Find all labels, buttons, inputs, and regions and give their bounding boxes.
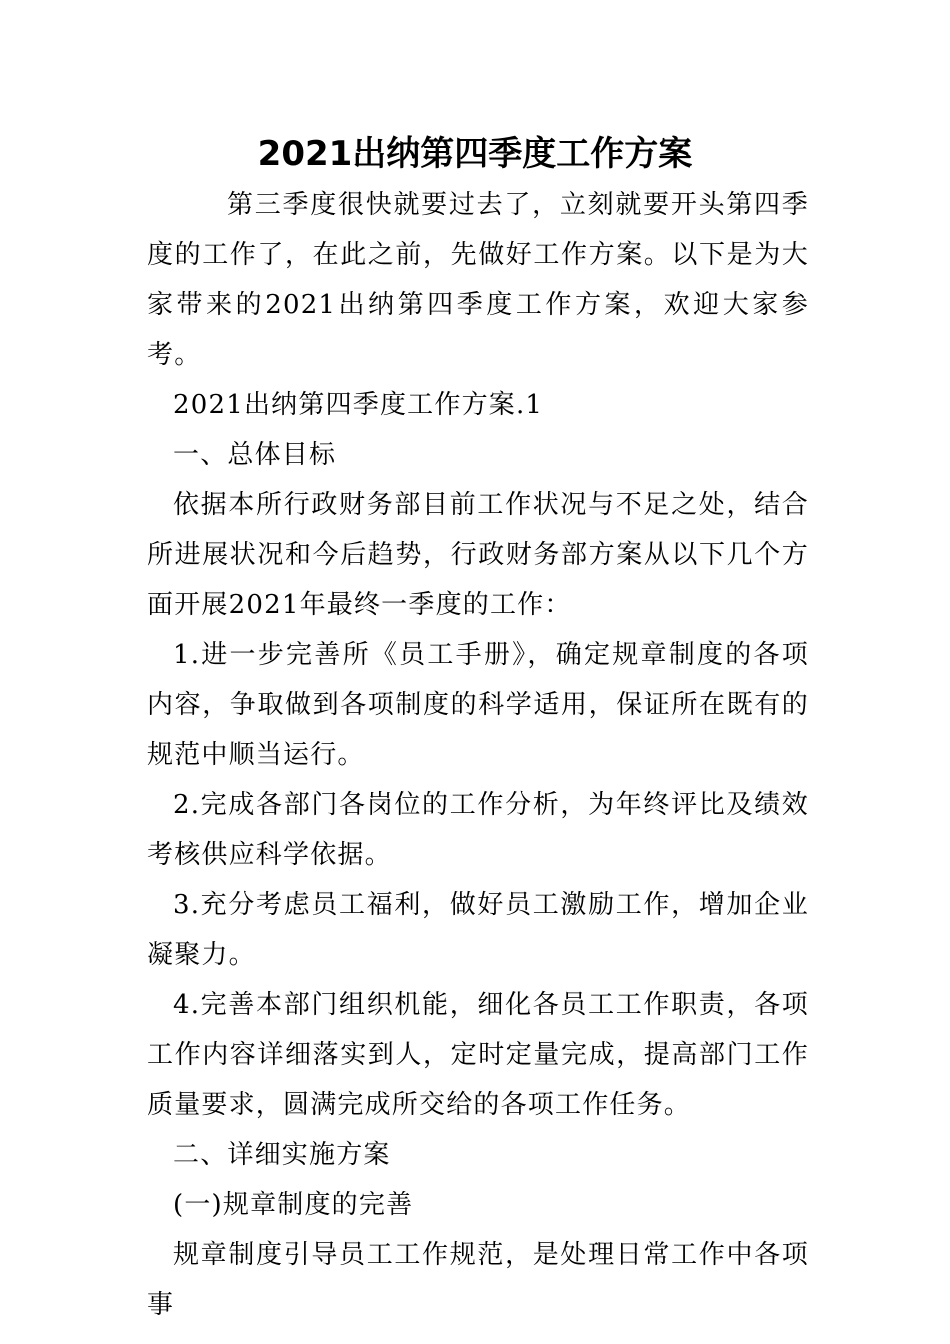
heading-overall-goal: 一、总体目标 xyxy=(173,440,337,470)
rules-paragraph: 规章制度引导员工工作规范，是处理日常工作中各项事 xyxy=(147,1240,809,1320)
subheading-rules-improvement: (一)规章制度的完善 xyxy=(173,1190,414,1220)
list-item-3: 3.充分考虑员工福利，做好员工激励工作，增加企业凝聚力。 xyxy=(147,890,809,970)
list-item-4: 4.完善本部门组织机能，细化各员工工作职责，各项工作内容详细落实到人，定时定量完成，提高部门工作质量要求，圆满完成所交给的各项工作任务。 xyxy=(147,990,809,1120)
heading-implementation-plan: 二、详细实施方案 xyxy=(173,1140,391,1170)
section-heading-plan-1: 2021出纳第四季度工作方案.1 xyxy=(173,390,544,420)
list-item-1: 1.进一步完善所《员工手册》，确定规章制度的各项内容，争取做到各项制度的科学适用，保证所在既有的规范中顺当运行。 xyxy=(147,640,809,770)
document-title: 2021出纳第四季度工作方案 xyxy=(257,134,693,174)
list-item-2: 2.完成各部门各岗位的工作分析，为年终评比及绩效考核供应科学依据。 xyxy=(147,790,809,870)
goal-paragraph: 依据本所行政财务部目前工作状况与不足之处，结合所进展状况和今后趋势，行政财务部方案从以下几个方面开展2021年最终一季度的工作： xyxy=(147,490,809,620)
document-body xyxy=(147,180,809,1330)
intro-paragraph: 第三季度很快就要过去了，立刻就要开头第四季度的工作了，在此之前，先做好工作方案。以下是为大家带来的2021出纳第四季度工作方案，欢迎大家参考。 xyxy=(147,190,809,370)
